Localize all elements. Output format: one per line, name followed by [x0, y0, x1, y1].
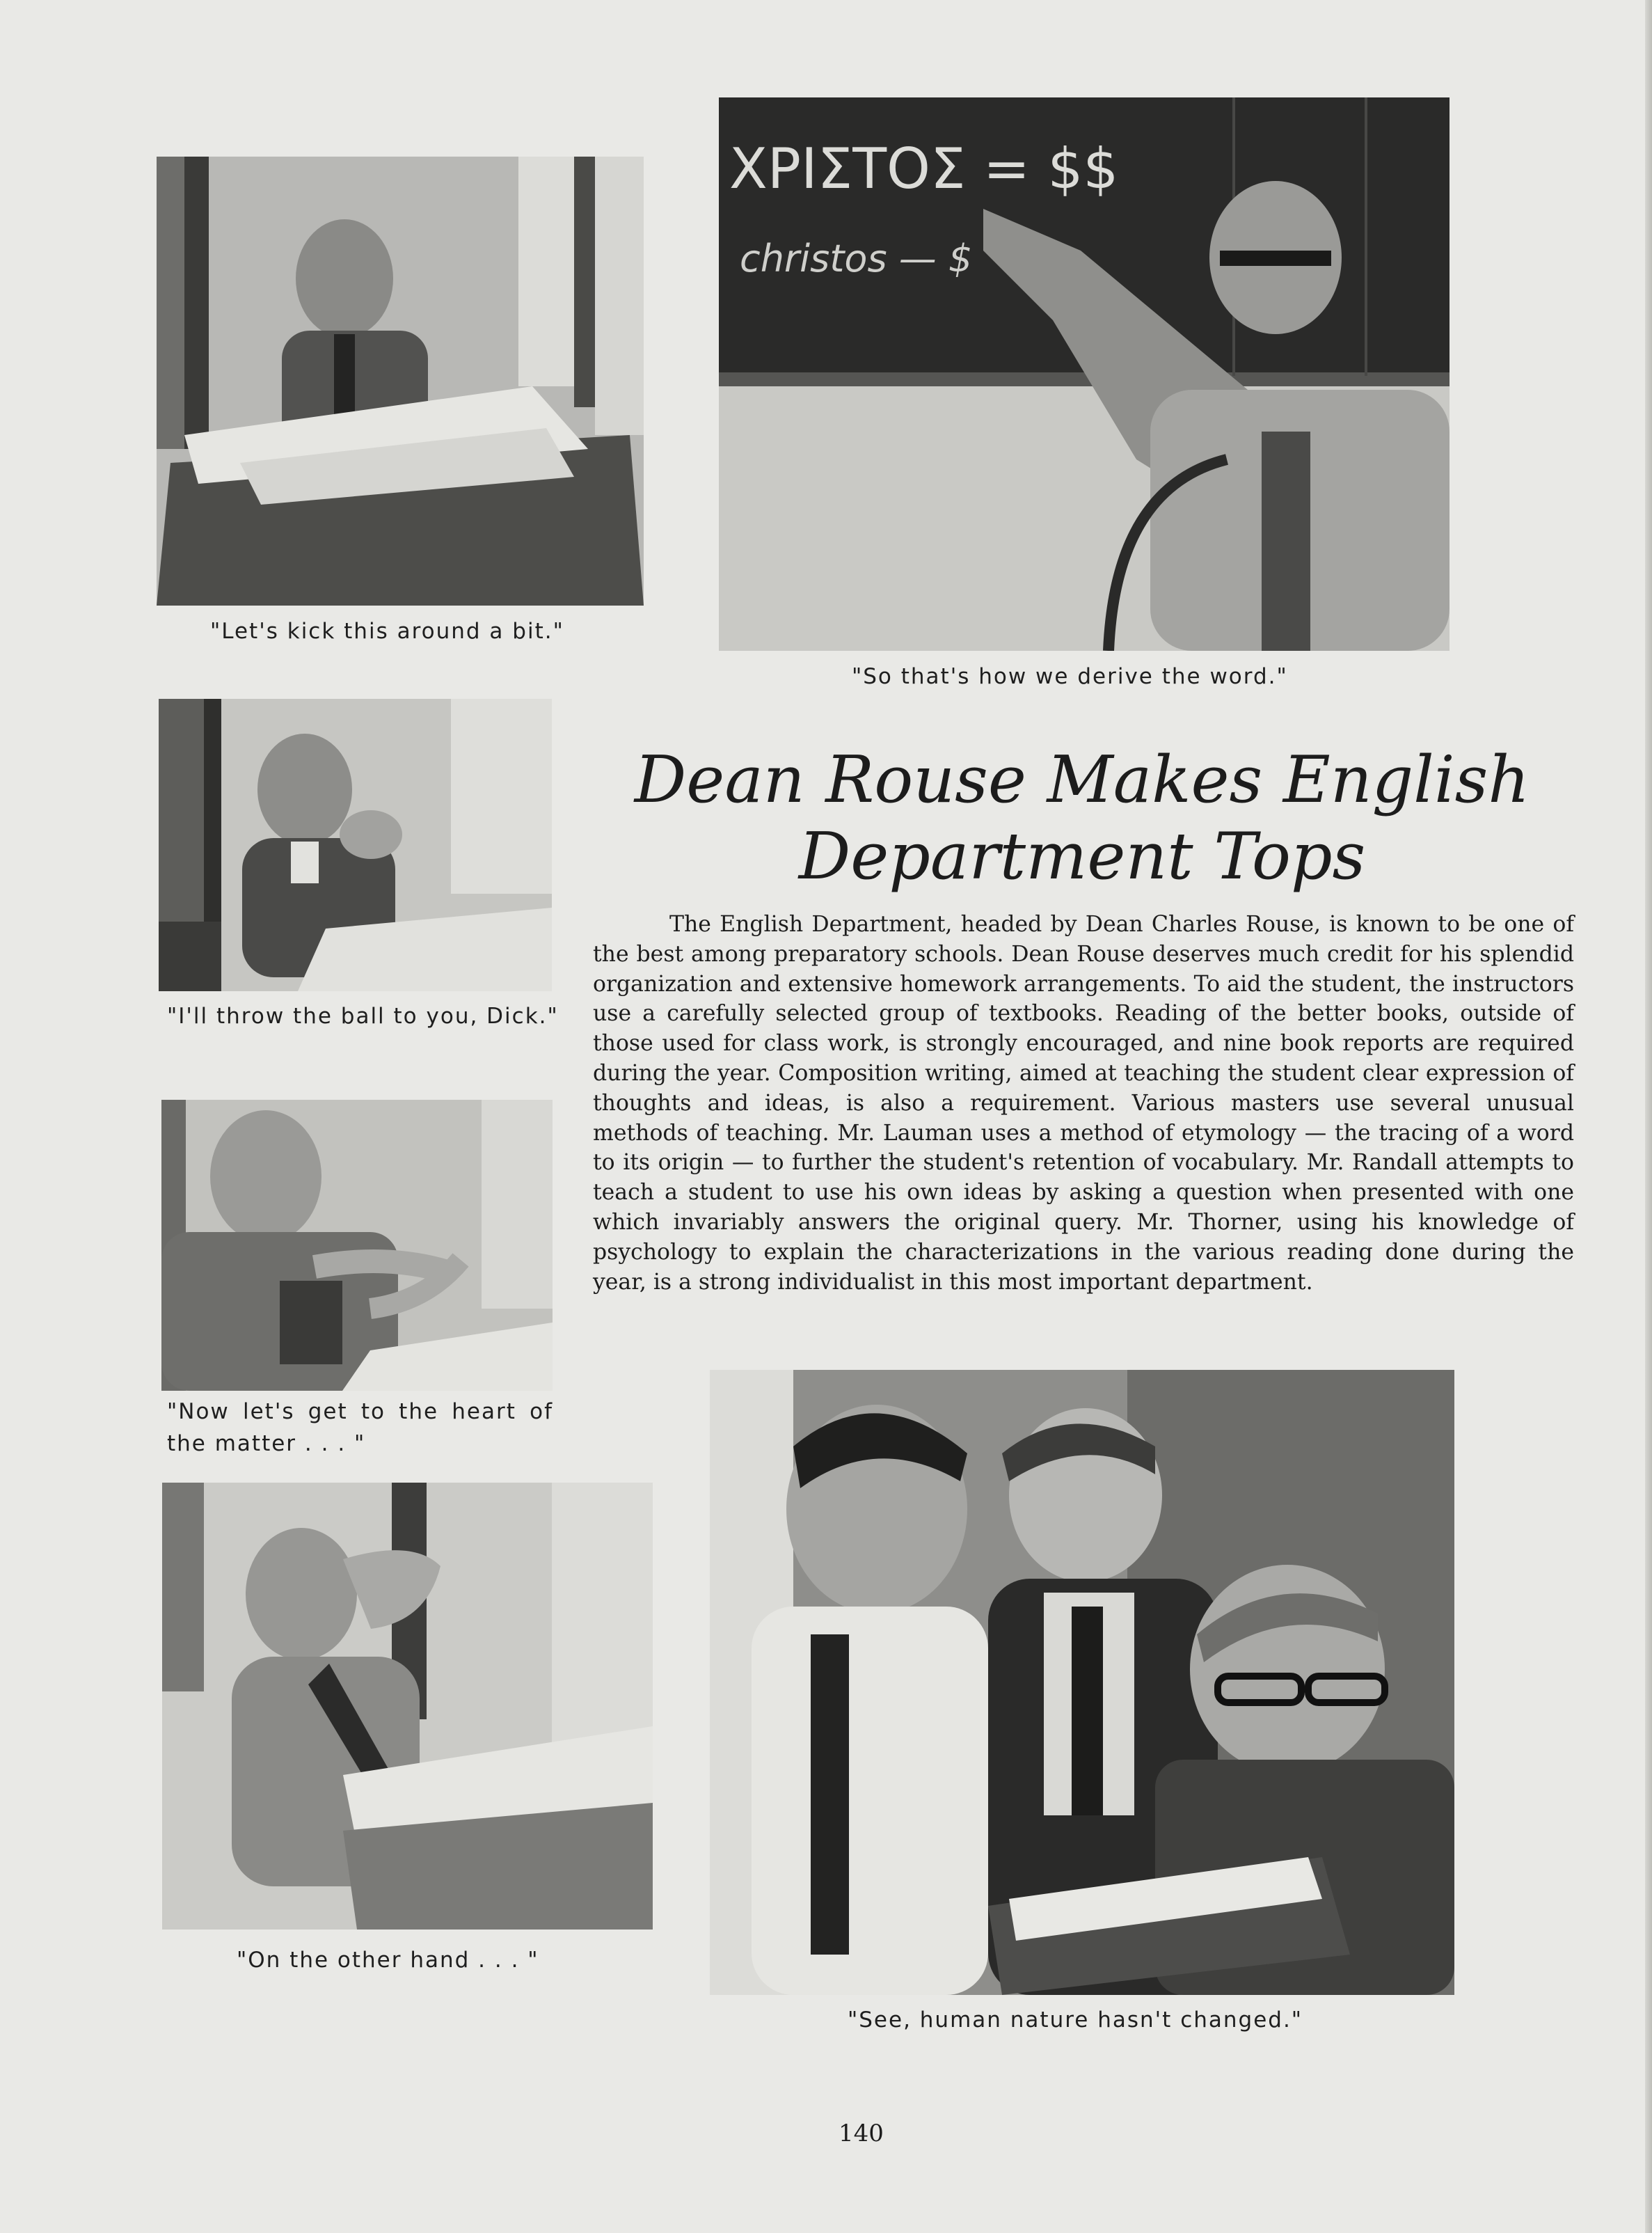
page-headline [626, 741, 1538, 894]
blackboard-greek-text: ΧΡΙΣΤΟΣ = $$ [729, 136, 1119, 201]
photo-group-reading [710, 1370, 1454, 1995]
article-body: The English Department, headed by Dean Charles Rouse, is known to be one of the best among preparatory schools. Dean Rouse deserves much credit for his splendid organization and extensive homework arrangements. To aid the student, the instructors use a carefully selected group of textbooks. Reading of the better books, outside of those used for class work, is strongly encouraged, and nine book reports are required during the year. Composition writing, aimed at teaching the student clear expression of thoughts and ideas, is also a requirement. Various masters use several unusual methods of teaching. Mr. Lauman uses a method of etymology — the tracing of a word to its origin — to further the student's retention of vocabulary. Mr. Randall attempts to teach a student to use his own ideas by asking a question when presented with one which invariably answers the original query. Mr. Thorner, using his knowledge of psychology to explain the characterizations in the various reading done during the year, is a strong individualist in this most important department. [593, 912, 1574, 1295]
caption-blackboard: "So that's how we derive the word." [852, 664, 1288, 689]
caption-throw-ball: "I'll throw the ball to you, Dick." [167, 1004, 559, 1029]
photo-desk-talk [157, 157, 644, 606]
caption-heart-of-matter: "Now let's get to the heart of the matter . . . " [167, 1399, 553, 1456]
caption-group-reading: "See, human nature hasn't changed." [848, 2007, 1303, 2033]
headline-line-2: Department Tops [798, 819, 1366, 894]
photo-other-hand [162, 1483, 653, 1930]
headline-line-1: Dean Rouse Makes English [634, 742, 1530, 817]
caption-desk-talk: "Let's kick this around a bit." [210, 619, 564, 644]
blackboard-latin-text: christos — $ [740, 237, 973, 281]
photo-throw-ball [159, 699, 552, 991]
caption-other-hand: "On the other hand . . . " [237, 1948, 539, 1973]
photo-heart-of-matter [161, 1100, 553, 1391]
page-edge [1645, 0, 1652, 2233]
page-number: 140 [839, 2120, 884, 2147]
photo-blackboard [719, 97, 1450, 651]
